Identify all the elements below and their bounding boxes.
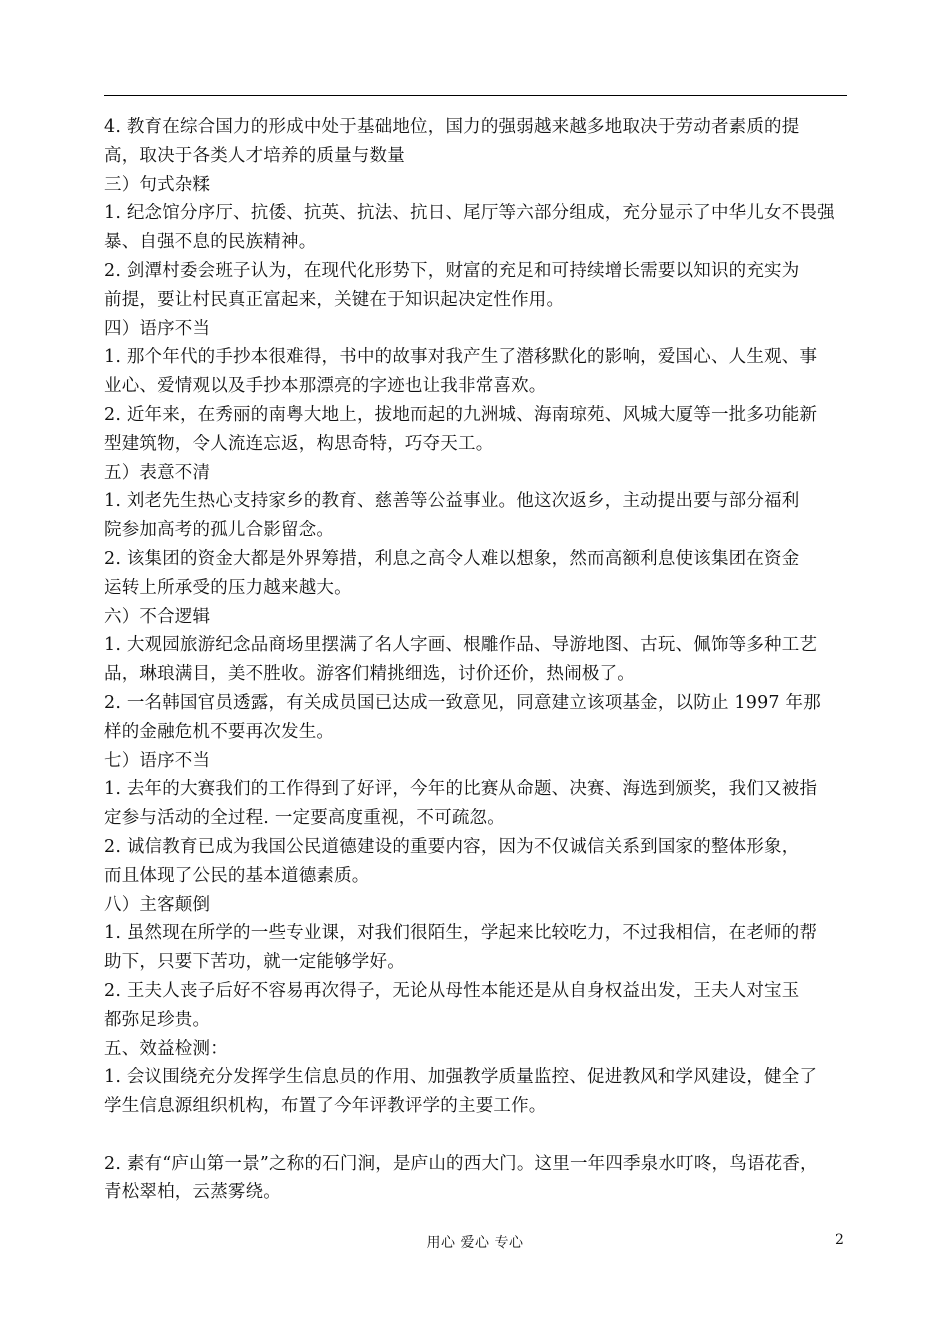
text-line: 2. 诚信教育已成为我国公民道德建设的重要内容，因为不仅诚信关系到国家的整体形象，: [104, 836, 800, 857]
text-line: 而且体现了公民的基本道德素质。: [104, 865, 370, 886]
text-line: 五、效益检测：: [104, 1038, 228, 1059]
text-line: 院参加高考的孤儿合影留念。: [104, 520, 335, 541]
text-line: 业心、爱情观以及手抄本那漂亮的字迹也让我非常喜欢。: [104, 376, 547, 397]
text-line: 六）不合逻辑: [104, 606, 211, 627]
text-line: 学生信息源组织机构，布置了今年评教评学的主要工作。: [104, 1096, 547, 1117]
text-line: 2. 一名韩国官员透露，有关成员国已达成一致意见，同意建立该项基金，以防止 1997 年那: [104, 692, 821, 713]
text-line: 暴、自强不息的民族精神。: [104, 232, 317, 253]
text-line: 助下，只要下苦功，就一定能够学好。: [104, 952, 405, 973]
text-line: 1. 会议围绕充分发挥学生信息员的作用、加强教学质量监控、促进教风和学风建设，健全了: [104, 1067, 818, 1088]
text-line: 都弥足珍贵。: [104, 1009, 211, 1030]
text-line: 2. 近年来，在秀丽的南粤大地上，拔地而起的九洲城、海南琼苑、风城大厦等一批多功能新: [104, 404, 818, 425]
text-line: 定参与活动的全过程. 一定要高度重视，不可疏忽。: [104, 808, 505, 829]
text-line: 2. 该集团的资金大都是外界筹措，利息之高令人难以想象，然而高额利息使该集团在资金: [104, 548, 800, 569]
text-line: 2. 素有“庐山第一景”之称的石门涧，是庐山的西大门。这里一年四季泉水叮咚，鸟语花香，: [104, 1153, 818, 1174]
text-line: 高，取决于各类人才培养的质量与数量: [104, 145, 405, 166]
text-line: 1. 大观园旅游纪念品商场里摆满了名人字画、根雕作品、导游地图、古玩、佩饰等多种工艺: [104, 635, 818, 656]
text-line: 四）语序不当: [104, 318, 211, 339]
text-line: 1. 虽然现在所学的一些专业课，对我们很陌生，学起来比较吃力，不过我相信，在老师的帮: [104, 923, 818, 944]
blank-line: [104, 1121, 854, 1150]
text-line: 2. 王夫人丧子后好不容易再次得子，无论从母性本能还是从自身权益出发，王夫人对宝玉: [104, 980, 800, 1001]
document-body: [104, 113, 854, 1207]
footer-slogan: 用心 爱心 专心: [426, 1235, 524, 1251]
text-line: 品，琳琅满目，美不胜收。游客们精挑细选，讨价还价，热闹极了。: [104, 664, 635, 685]
text-line: 三）句式杂糅: [104, 174, 211, 195]
text-line: 运转上所承受的压力越来越大。: [104, 577, 352, 598]
header-rule: [104, 95, 847, 96]
text-line: 4. 教育在综合国力的形成中处于基础地位，国力的强弱越来越多地取决于劳动者素质的提: [104, 117, 800, 137]
text-line: 型建筑物，令人流连忘返，构思奇特，巧夺天工。: [104, 433, 494, 454]
text-line: 青松翠柏，云蒸雾绕。: [104, 1182, 281, 1203]
text-line: 1. 那个年代的手抄本很难得，书中的故事对我产生了潜移默化的影响，爱国心、人生观、事: [104, 347, 818, 368]
text-line: 1. 去年的大赛我们的工作得到了好评，今年的比赛从命题、决赛、海选到颁奖，我们又被指: [104, 779, 818, 800]
text-line: 样的金融危机不要再次发生。: [104, 721, 335, 742]
text-line: 八）主客颠倒: [104, 894, 211, 915]
page-number: 2: [835, 1232, 844, 1248]
text-line: 2. 剑潭村委会班子认为，在现代化形势下，财富的充足和可持续增长需要以知识的充实为: [104, 260, 800, 281]
text-line: 1. 刘老先生热心支持家乡的教育、慈善等公益事业。他这次返乡，主动提出要与部分福利: [104, 491, 800, 512]
text-line: 1. 纪念馆分序厅、抗倭、抗英、抗法、抗日、尾厅等六部分组成，充分显示了中华儿女不畏强: [104, 203, 835, 224]
text-line: 五）表意不清: [104, 462, 211, 483]
text-line: 前提，要让村民真正富起来，关键在于知识起决定性作用。: [104, 289, 565, 310]
text-line: 七）语序不当: [104, 750, 211, 771]
